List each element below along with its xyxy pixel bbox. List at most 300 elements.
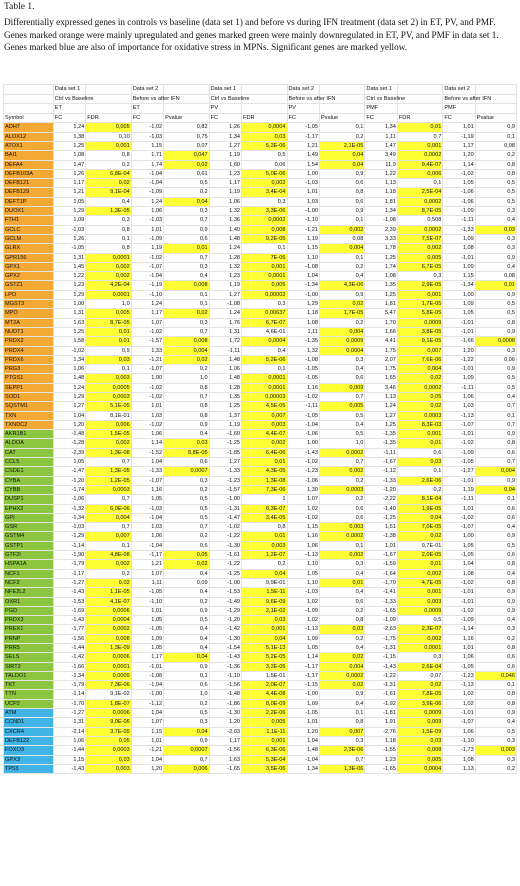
value-cell: 1,06 (53, 365, 85, 374)
table-row (4, 606, 517, 615)
value-cell: -1,33 (131, 467, 163, 476)
value-cell: 0,5 (475, 179, 516, 188)
value-cell: 0,8 (319, 718, 364, 727)
value-cell: 0,04 (164, 653, 209, 662)
value-cell: -1,64 (365, 569, 397, 578)
value-cell: -1,14 (443, 625, 475, 634)
value-cell: -1,22 (443, 355, 475, 364)
value-cell: -1,15 (365, 653, 397, 662)
value-cell: -1,07 (131, 262, 163, 271)
value-cell: 7,8E-05 (397, 690, 442, 699)
value-cell: 0,06 (475, 355, 516, 364)
value-cell: -1,52 (131, 448, 163, 457)
value-cell: -1,67 (365, 551, 397, 560)
value-cell: 0,002 (86, 262, 131, 271)
value-cell: 0,3 (319, 560, 364, 569)
value-cell: 1,40 (209, 225, 241, 234)
header-cell: PMF (365, 104, 397, 114)
value-cell: -1,85 (209, 448, 241, 457)
value-cell: 5,2E-06 (242, 141, 287, 150)
value-cell: 0,0001 (86, 290, 131, 299)
value-cell: -1,90 (53, 551, 85, 560)
value-cell: 0,03 (397, 458, 442, 467)
value-cell: 0,2 (319, 262, 364, 271)
value-cell: 1,07 (131, 569, 163, 578)
value-cell: -1,09 (131, 234, 163, 243)
gene-symbol-cell: DUSP1 (4, 495, 54, 504)
value-cell: 3,33 (365, 234, 397, 243)
value-cell: 1,06 (287, 541, 319, 550)
value-cell: 0,07 (164, 141, 209, 150)
value-cell: 0,009 (397, 718, 442, 727)
value-cell: 0,2 (475, 151, 516, 160)
value-cell: 0,0002 (319, 671, 364, 680)
value-cell: -1,47 (209, 513, 241, 522)
value-cell: 0,3 (86, 216, 131, 225)
header-cell (319, 104, 364, 114)
value-cell: -1,77 (53, 625, 85, 634)
value-cell: -1,73 (443, 746, 475, 755)
value-cell: 0,04 (242, 569, 287, 578)
value-cell: 0,005 (86, 309, 131, 318)
value-cell: 1,31 (53, 253, 85, 262)
value-cell: 5,8E-05 (397, 309, 442, 318)
gene-symbol-cell: FOXO3 (4, 746, 54, 755)
value-cell: 0,8 (475, 439, 516, 448)
value-cell: -2,14 (53, 727, 85, 736)
value-cell: 9,0E-06 (86, 718, 131, 727)
value-cell: 1,20 (53, 420, 85, 429)
value-cell: -1,09 (443, 448, 475, 457)
value-cell: 0,6 (319, 374, 364, 383)
value-cell: -1,61 (209, 551, 241, 560)
value-cell: 0,001 (397, 290, 442, 299)
table-row (4, 718, 517, 727)
value-cell: 0,001 (242, 736, 287, 745)
value-cell: 0,5 (319, 430, 364, 439)
value-cell: 0,2 (164, 485, 209, 494)
value-cell: 1,02 (287, 597, 319, 606)
value-cell: 4,8E-08 (86, 551, 131, 560)
value-cell: -1,13 (287, 551, 319, 560)
header-cell: Data set 2 (287, 85, 319, 95)
value-cell: 0,001 (397, 588, 442, 597)
value-cell: -1,17 (131, 551, 163, 560)
value-cell: 0,8 (475, 318, 516, 327)
value-cell: -1,55 (365, 746, 397, 755)
value-cell: 0,002 (397, 569, 442, 578)
table-row (4, 495, 517, 504)
value-cell: 5,47 (365, 309, 397, 318)
value-cell: 0,0004 (86, 616, 131, 625)
value-cell: -1,03 (287, 588, 319, 597)
value-cell: 1,3E-05 (86, 467, 131, 476)
value-cell: 1,72 (209, 337, 241, 346)
value-cell: -1,22 (209, 532, 241, 541)
value-cell: 1,47 (53, 160, 85, 169)
value-cell: 1,16 (287, 532, 319, 541)
header-cell: Ctrl vs Baseline (365, 94, 397, 104)
gene-symbol-cell: GSTZ1 (4, 281, 54, 290)
value-cell: 1,3E-08 (86, 448, 131, 457)
value-cell: 1,13 (443, 764, 475, 773)
gene-symbol-cell: GLRX (4, 244, 54, 253)
value-cell: 0,01 (475, 281, 516, 290)
gene-table-container (3, 84, 517, 774)
value-cell: -1,43 (53, 588, 85, 597)
value-cell: 1,07 (287, 495, 319, 504)
value-cell: 1,45 (53, 262, 85, 271)
value-cell: 1,19 (209, 151, 241, 160)
value-cell: 6,8E-04 (86, 169, 131, 178)
value-cell: 1,34 (365, 207, 397, 216)
value-cell: 1,05 (287, 644, 319, 653)
value-cell: -1,01 (443, 597, 475, 606)
value-cell: 0,0007 (164, 746, 209, 755)
value-cell: 0,07 (397, 671, 442, 680)
value-cell: 1,60 (209, 160, 241, 169)
value-cell: 0,4 (475, 718, 516, 727)
value-cell: 1,15 (131, 727, 163, 736)
table-row (4, 458, 517, 467)
header-cell (164, 104, 209, 114)
value-cell: 0,0002 (242, 216, 287, 225)
value-cell: 0,004 (475, 467, 516, 476)
value-cell: 0,4 (164, 625, 209, 634)
value-cell: 1,13 (365, 392, 397, 401)
value-cell: 1,05 (131, 644, 163, 653)
gene-symbol-cell: LPO (4, 290, 54, 299)
value-cell: 1,08 (53, 151, 85, 160)
value-cell: 0,02 (319, 681, 364, 690)
value-cell: 1,09 (443, 234, 475, 243)
value-cell: -1,27 (443, 467, 475, 476)
value-cell: 1,04 (287, 272, 319, 281)
value-cell: 0,1 (86, 234, 131, 243)
value-cell: 0,1 (86, 541, 131, 550)
value-cell: 0,3 (164, 476, 209, 485)
value-cell: -1,14 (53, 690, 85, 699)
value-cell: -1,33 (365, 597, 397, 606)
value-cell: 0,0002 (397, 383, 442, 392)
value-cell: 0,3 (475, 346, 516, 355)
value-cell: -1,09 (365, 616, 397, 625)
value-cell: 0,6 (475, 513, 516, 522)
table-row (4, 764, 517, 773)
value-cell: 0,02 (86, 578, 131, 587)
value-cell: 1,3E-08 (242, 476, 287, 485)
value-cell: 1,06 (443, 392, 475, 401)
value-cell: 0,02 (397, 681, 442, 690)
value-cell: 0,0001 (242, 374, 287, 383)
value-cell: 1,00 (443, 532, 475, 541)
header-row3 (4, 104, 517, 114)
value-cell: 1,22 (365, 169, 397, 178)
value-cell: 1,24 (209, 244, 241, 253)
value-cell: 0,5 (164, 513, 209, 522)
value-cell: 1,38 (53, 132, 85, 141)
value-cell: 0,006 (397, 169, 442, 178)
value-cell: 0,001 (242, 262, 287, 271)
value-cell: 0,7 (319, 392, 364, 401)
value-cell: -1,66 (443, 337, 475, 346)
gene-symbol-cell: TP53 (4, 764, 54, 773)
value-cell: 0,5 (475, 197, 516, 206)
value-cell: 0,0001 (242, 272, 287, 281)
value-cell: -1,02 (131, 420, 163, 429)
value-cell: 1,00 (287, 169, 319, 178)
value-cell: 0,0009 (319, 337, 364, 346)
value-cell: 3,7E-09 (86, 727, 131, 736)
value-cell: 1,24 (209, 309, 241, 318)
header-cell (319, 85, 364, 95)
value-cell: 0,7 (319, 755, 364, 764)
value-cell: 1,2E-05 (86, 476, 131, 485)
value-cell: -1,32 (53, 504, 85, 513)
value-cell: 0,0002 (86, 625, 131, 634)
value-cell: -1,19 (131, 281, 163, 290)
value-cell: 1,22 (53, 272, 85, 281)
value-cell: -1,23 (209, 476, 241, 485)
value-cell: 0,01 (242, 532, 287, 541)
gene-symbol-cell: DEFB103A (4, 169, 54, 178)
value-cell: 0,3 (319, 736, 364, 745)
value-cell: -1,01 (443, 253, 475, 262)
value-cell: 1,75 (365, 346, 397, 355)
value-cell: 3,9E-06 (397, 699, 442, 708)
value-cell: 8,7E-05 (86, 318, 131, 327)
value-cell: 1,47 (365, 141, 397, 150)
gene-symbol-cell: DEFT1P (4, 197, 54, 206)
value-cell: -1,79 (53, 681, 85, 690)
table-row (4, 225, 517, 234)
gene-symbol-cell: DUOX1 (4, 207, 54, 216)
value-cell: -1,20 (53, 476, 85, 485)
value-cell: 0,001 (242, 625, 287, 634)
value-cell: 1,16 (131, 485, 163, 494)
value-cell: 0,03 (242, 132, 287, 141)
table-row (4, 207, 517, 216)
value-cell: -1,03 (131, 504, 163, 513)
value-cell: 0,03 (242, 616, 287, 625)
gene-symbol-cell: PRDX2 (4, 337, 54, 346)
table-row (4, 300, 517, 309)
value-cell: -1,06 (287, 430, 319, 439)
value-cell: -1,30 (209, 634, 241, 643)
value-cell: 0,1 (475, 411, 516, 420)
header-cell (397, 85, 442, 95)
value-cell: 0,0002 (397, 151, 442, 160)
table-row (4, 551, 517, 560)
value-cell: 8,3E-07 (242, 504, 287, 513)
value-cell: 5,1E-13 (242, 644, 287, 653)
value-cell: 1,06 (443, 653, 475, 662)
value-cell: 0,9 (475, 327, 516, 336)
value-cell: 0,4 (164, 569, 209, 578)
value-cell: 2,5E-04 (397, 188, 442, 197)
value-cell: 0,004 (319, 327, 364, 336)
value-cell: 1,00 (287, 439, 319, 448)
table-row (4, 197, 517, 206)
value-cell: 6,7E-05 (397, 262, 442, 271)
value-cell: 0,6 (475, 504, 516, 513)
value-cell: 1,27 (365, 411, 397, 420)
value-cell: 1,13 (365, 179, 397, 188)
value-cell: 8,8E-05 (164, 448, 209, 457)
value-cell: 0,02 (397, 402, 442, 411)
value-cell: 0,01 (319, 578, 364, 587)
value-cell: -1,31 (209, 504, 241, 513)
value-cell: 1,00 (443, 290, 475, 299)
header-cell (164, 85, 209, 95)
value-cell: -1,34 (53, 513, 85, 522)
value-cell: 0,9 (319, 169, 364, 178)
value-cell: 1,06 (131, 430, 163, 439)
value-cell: 0,6 (475, 448, 516, 457)
value-cell: -1,69 (53, 606, 85, 615)
header-cell: FC (209, 113, 241, 123)
value-cell: 0,6 (319, 197, 364, 206)
value-cell: 1,05 (131, 616, 163, 625)
value-cell: 1,3E-09 (86, 644, 131, 653)
value-cell: -1,47 (53, 467, 85, 476)
value-cell: 1,05 (131, 495, 163, 504)
value-cell: 8,1E-01 (86, 411, 131, 420)
value-cell: 0,7 (164, 392, 209, 401)
value-cell: 1,81 (365, 197, 397, 206)
value-cell: 0,0003 (319, 485, 364, 494)
table-row (4, 160, 517, 169)
header-cell (475, 104, 516, 114)
value-cell: 0,4 (319, 272, 364, 281)
value-cell: 0,9 (475, 430, 516, 439)
value-cell: 0,2 (164, 188, 209, 197)
value-cell: 0,4 (164, 644, 209, 653)
header-cell: Before vs after IFN (287, 94, 319, 104)
value-cell: 0,002 (319, 225, 364, 234)
value-cell: 0,2 (164, 532, 209, 541)
value-cell: 5,2E-06 (242, 355, 287, 364)
value-cell: 0,4 (164, 430, 209, 439)
value-cell: 0,3 (242, 197, 287, 206)
table-row (4, 402, 517, 411)
value-cell: 1,01 (287, 718, 319, 727)
value-cell: -1,15 (287, 681, 319, 690)
value-cell: 0,02 (164, 355, 209, 364)
value-cell: 1,01 (287, 188, 319, 197)
value-cell: 1,81 (365, 300, 397, 309)
value-cell: -1,00 (209, 578, 241, 587)
value-cell: -1,01 (443, 476, 475, 485)
value-cell: 0,0007 (164, 467, 209, 476)
value-cell: 0,0003 (86, 485, 131, 494)
value-cell: 0,9 (319, 690, 364, 699)
value-cell: -1,70 (365, 578, 397, 587)
value-cell: 0,3 (475, 736, 516, 745)
table-row (4, 420, 517, 429)
value-cell: 0,3 (475, 625, 516, 634)
value-cell: -1,43 (209, 653, 241, 662)
value-cell: 0,7 (319, 458, 364, 467)
value-cell: 0,03 (86, 355, 131, 364)
value-cell: -1,12 (365, 467, 397, 476)
value-cell: 0,508 (397, 216, 442, 225)
header-cell (86, 104, 131, 114)
value-cell: 0,6 (397, 448, 442, 457)
value-cell: -1,43 (365, 662, 397, 671)
value-cell: 0,002 (86, 272, 131, 281)
value-cell: -1,42 (53, 653, 85, 662)
value-cell: 1,5E-11 (242, 588, 287, 597)
value-cell: 0,4 (475, 216, 516, 225)
value-cell: -1,08 (131, 671, 163, 680)
header-cell: Before vs after IFN (443, 94, 475, 104)
table-row (4, 216, 517, 225)
value-cell: 0,9 (475, 253, 516, 262)
value-cell: -1,01 (443, 318, 475, 327)
value-cell: 0,03 (86, 755, 131, 764)
value-cell: 0,0009 (397, 709, 442, 718)
value-cell: 6,4E-06 (242, 448, 287, 457)
header-cell: FC (287, 113, 319, 123)
value-cell: 2,9E-05 (397, 281, 442, 290)
value-cell: -1,33 (443, 225, 475, 234)
value-cell: -1,79 (53, 560, 85, 569)
value-cell: 6,3E-06 (242, 746, 287, 755)
value-cell: 0,4 (475, 262, 516, 271)
value-cell: -1,09 (287, 606, 319, 615)
table-row (4, 151, 517, 160)
value-cell: 1,04 (131, 755, 163, 764)
value-cell: 1,05 (443, 179, 475, 188)
table-row (4, 569, 517, 578)
value-cell: 0,0006 (86, 709, 131, 718)
value-cell: 4,3E-05 (242, 467, 287, 476)
value-cell: 1,48 (53, 374, 85, 383)
value-cell: 0,0004 (319, 346, 364, 355)
value-cell: 7,3E-06 (86, 681, 131, 690)
value-cell: 1,16 (443, 634, 475, 643)
value-cell: -1,20 (209, 616, 241, 625)
value-cell: 1,8E-07 (86, 699, 131, 708)
value-cell: 0,008 (164, 281, 209, 290)
value-cell: -1,06 (287, 476, 319, 485)
value-cell: 4,41 (365, 337, 397, 346)
table-row (4, 430, 517, 439)
gene-symbol-cell: GPX2 (4, 272, 54, 281)
value-cell: 0,2 (397, 485, 442, 494)
value-cell: 1,20 (443, 151, 475, 160)
value-cell: -1,43 (53, 616, 85, 625)
value-cell: 2,1E-05 (319, 141, 364, 150)
value-cell: 1,24 (131, 197, 163, 206)
header-cell: Data set 2 (131, 85, 163, 95)
gene-symbol-cell: SOD1 (4, 392, 54, 401)
gene-symbol-cell: SIRT2 (4, 662, 54, 671)
table-row (4, 699, 517, 708)
value-cell: 1 (242, 495, 287, 504)
value-cell: 0,08 (475, 141, 516, 150)
value-cell: 0,005 (397, 755, 442, 764)
value-cell: 1,06 (209, 365, 241, 374)
value-cell: 1,19 (209, 188, 241, 197)
value-cell: 7,6E-06 (397, 355, 442, 364)
value-cell: -1,00 (209, 495, 241, 504)
value-cell: 2,3E-07 (397, 625, 442, 634)
value-cell: -1,56 (209, 746, 241, 755)
value-cell: 8,1E-04 (397, 495, 442, 504)
value-cell: 1,11 (287, 327, 319, 336)
